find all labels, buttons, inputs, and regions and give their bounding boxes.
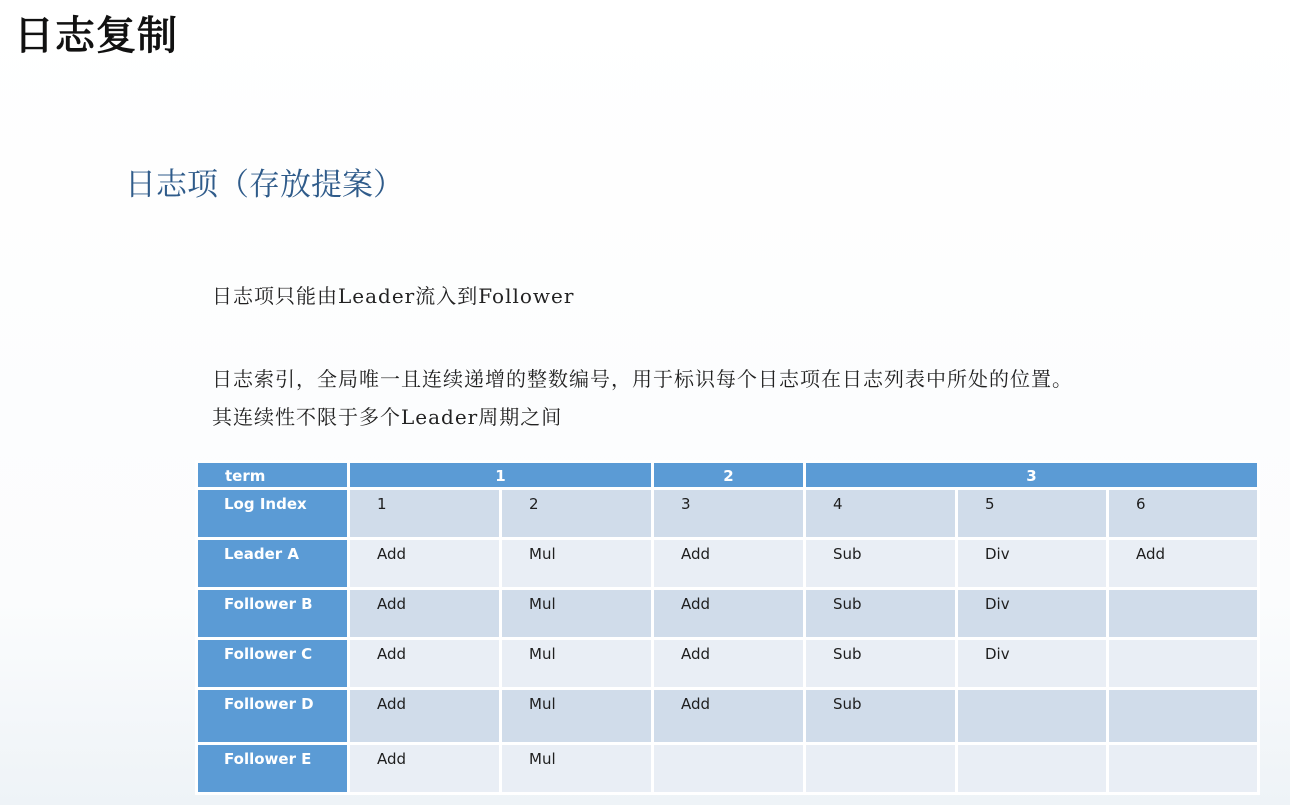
section-title: 日志项（存放提案）	[125, 167, 404, 203]
row-label: Follower E	[197, 744, 349, 794]
table-row-follower-b	[197, 589, 1259, 639]
table-cell: Add	[349, 539, 501, 589]
table-cell: Add	[653, 689, 805, 744]
log-index-cell: 2	[501, 489, 653, 539]
log-index-cell: 5	[957, 489, 1108, 539]
table-cell	[957, 689, 1108, 744]
leader-flow-text: 日志项只能由Leader流入到Follower	[212, 284, 575, 308]
term-label: term	[197, 462, 349, 489]
table-cell: Mul	[501, 539, 653, 589]
table-cell	[805, 744, 957, 794]
table-cell	[957, 744, 1108, 794]
table-cell: Sub	[805, 589, 957, 639]
log-table	[195, 460, 1260, 795]
log-index-cell: 6	[1108, 489, 1259, 539]
table-cell: Add	[349, 689, 501, 744]
table-row-follower-e	[197, 744, 1259, 794]
table-cell: Sub	[805, 539, 957, 589]
log-index-cell: 3	[653, 489, 805, 539]
table-cell: Mul	[501, 589, 653, 639]
term-row	[197, 462, 1259, 489]
row-label: Follower B	[197, 589, 349, 639]
log-index-text-line-2: 其连续性不限于多个Leader周期之间	[212, 405, 563, 429]
table-cell	[653, 744, 805, 794]
table-cell: Add	[349, 639, 501, 689]
table-cell: Mul	[501, 689, 653, 744]
table-cell: Mul	[501, 744, 653, 794]
log-index-cell: 4	[805, 489, 957, 539]
page-title: 日志复制	[14, 13, 178, 59]
term-3-header: 3	[805, 462, 1259, 489]
term-2-header: 2	[653, 462, 805, 489]
table-cell	[1108, 639, 1259, 689]
table-cell: Div	[957, 589, 1108, 639]
table-cell: Mul	[501, 639, 653, 689]
row-label: Leader A	[197, 539, 349, 589]
table-cell: Add	[653, 639, 805, 689]
table-cell: Add	[349, 744, 501, 794]
table-cell: Div	[957, 639, 1108, 689]
table-cell: Sub	[805, 639, 957, 689]
table-cell	[1108, 689, 1259, 744]
log-index-cell: 1	[349, 489, 501, 539]
row-label: Follower C	[197, 639, 349, 689]
log-index-label: Log Index	[197, 489, 349, 539]
table-cell: Sub	[805, 689, 957, 744]
table-row-follower-d	[197, 689, 1259, 744]
log-index-text-line-1: 日志索引，全局唯一且连续递增的整数编号，用于标识每个日志项在日志列表中所处的位置。	[212, 367, 1073, 391]
table-cell: Add	[653, 539, 805, 589]
table-cell: Div	[957, 539, 1108, 589]
table-cell: Add	[1108, 539, 1259, 589]
table-cell	[1108, 744, 1259, 794]
table-row-leader-a	[197, 539, 1259, 589]
table-cell	[1108, 589, 1259, 639]
table-row-follower-c	[197, 639, 1259, 689]
table-cell: Add	[349, 589, 501, 639]
log-index-paragraph	[212, 360, 1073, 436]
term-1-header: 1	[349, 462, 653, 489]
row-label: Follower D	[197, 689, 349, 744]
table-cell: Add	[653, 589, 805, 639]
log-index-row	[197, 489, 1259, 539]
